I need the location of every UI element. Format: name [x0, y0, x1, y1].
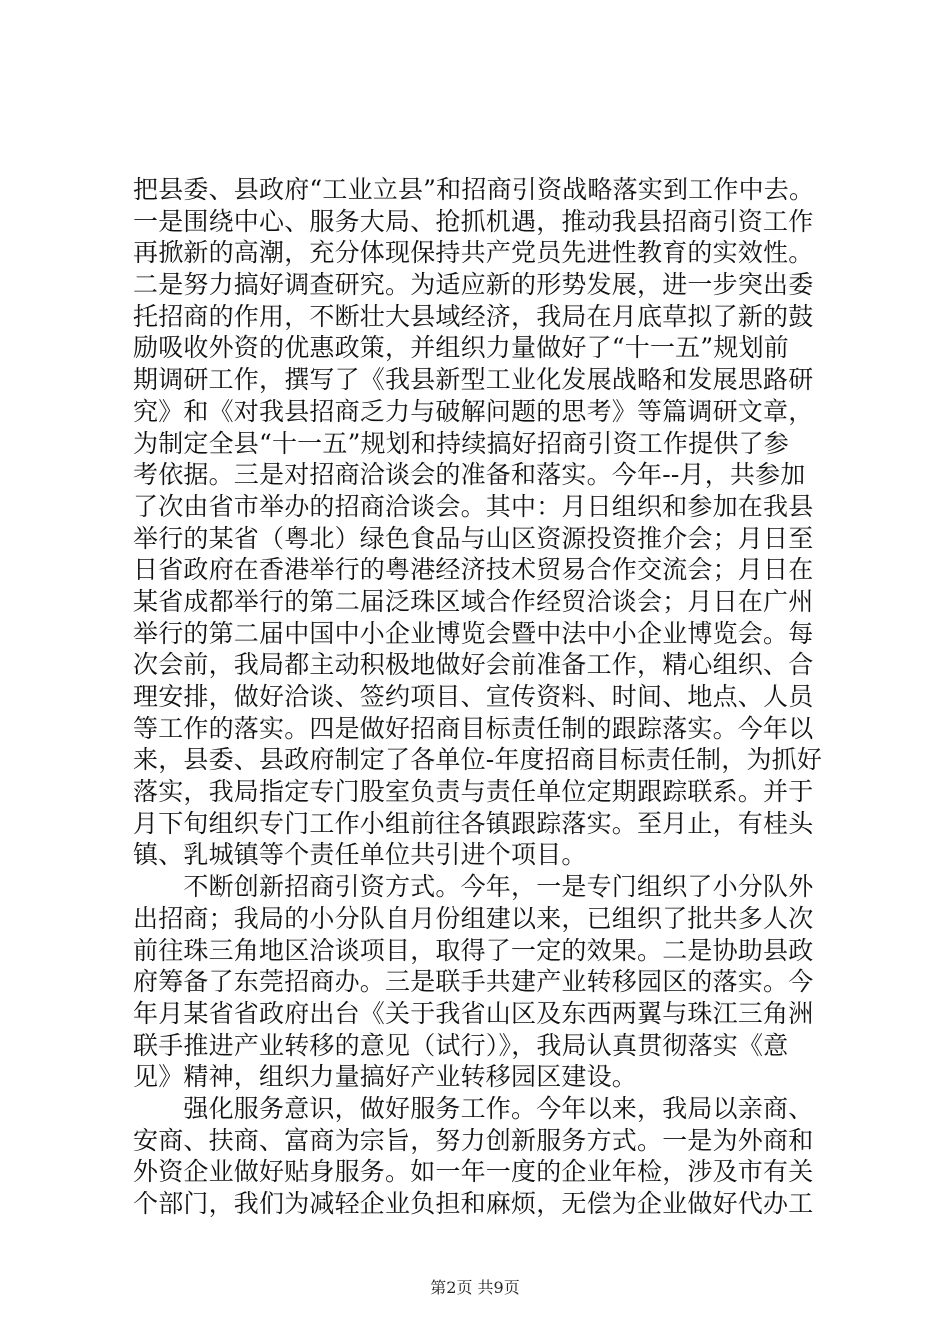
text-line: 考依据。三是对招商洽谈会的准备和落实。今年--月，共参加 [133, 460, 806, 490]
text-line: 究》和《对我县招商乏力与破解问题的思考》等篇调研文章， [133, 396, 814, 426]
text-line: 次会前，我局都主动积极地做好会前准备工作，精心组织、合 [133, 650, 814, 680]
text-line: 二是努力搞好调查研究。为适应新的形势发展，进一步突出委 [133, 270, 814, 300]
text-line: 励吸收外资的优惠政策，并组织力量做好了“十一五”规划前 [133, 333, 789, 363]
text-line: 理安排，做好洽谈、签约项目、宣传资料、时间、地点、人员 [133, 682, 814, 711]
text-line: 来，县委、县政府制定了各单位-年度招商目标责任制，为抓好 [133, 745, 823, 775]
text-line: 落实，我局指定专门股室负责与责任单位定期跟踪联系。并于 [133, 777, 814, 807]
text-line: 举行的某省（粤北）绿色食品与山区资源投资推介会；月日至 [133, 523, 814, 553]
text-line: 外资企业做好贴身服务。如一年一度的企业年检，涉及市有关 [133, 1157, 814, 1187]
text-line: 再掀新的高潮，充分体现保持共产党员先进性教育的实效性。 [133, 238, 814, 268]
text-line: 出招商；我局的小分队自月份组建以来，已组织了批共多人次 [133, 903, 814, 933]
text-line: 某省成都举行的第二届泛珠区域合作经贸洽谈会；月日在广州 [133, 586, 814, 616]
text-line: 等工作的落实。四是做好招商目标责任制的跟踪落实。今年以 [133, 713, 814, 743]
text-line: 为制定全县“十一五”规划和持续搞好招商引资工作提供了参 [133, 428, 789, 458]
text-line: 镇、乳城镇等个责任单位共引进个项目。 [133, 840, 587, 870]
text-line: 日省政府在香港举行的粤港经济技术贸易合作交流会；月日在 [133, 555, 814, 585]
text-line: 一是围绕中心、服务大局、抢抓机遇，推动我县招商引资工作 [133, 206, 814, 236]
text-line: 不断创新招商引资方式。今年，一是专门组织了小分队外 [133, 872, 814, 902]
text-line: 个部门，我们为减轻企业负担和麻烦，无偿为企业做好代办工 [133, 1189, 814, 1218]
text-line: 年月某省省政府出台《关于我省山区及东西两翼与珠江三角洲 [133, 998, 814, 1028]
text-line: 见》精神，组织力量搞好产业转移园区建设。 [133, 1062, 638, 1092]
text-line: 前往珠三角地区洽谈项目，取得了一定的效果。二是协助县政 [133, 935, 814, 965]
text-line: 月下旬组织专门工作小组前往各镇跟踪落实。至月止，有桂头 [133, 808, 814, 838]
text-line: 期调研工作，撰写了《我县新型工业化发展战略和发展思路研 [133, 365, 814, 395]
text-line: 安商、扶商、富商为宗旨，努力创新服务方式。一是为外商和 [133, 1125, 814, 1155]
text-line: 强化服务意识，做好服务工作。今年以来，我局以亲商、 [133, 1093, 814, 1123]
text-line: 把县委、县政府“工业立县”和招商引资战略落实到工作中去。 [133, 175, 815, 204]
page-number-footer: 第2页 共9页 [430, 1278, 520, 1297]
body-text [133, 174, 823, 1220]
text-line: 了次由省市举办的招商洽谈会。其中：月日组织和参加在我县 [133, 491, 814, 521]
text-line: 联手推进产业转移的意见（试行）》，我局认真贯彻落实《意 [133, 1030, 789, 1060]
text-line: 举行的第二届中国中小企业博览会暨中法中小企业博览会。每 [133, 618, 814, 648]
text-line: 托招商的作用，不断壮大县域经济，我局在月底草拟了新的鼓 [133, 301, 814, 331]
text-line: 府筹备了东莞招商办。三是联手共建产业转移园区的落实。今 [133, 967, 814, 997]
